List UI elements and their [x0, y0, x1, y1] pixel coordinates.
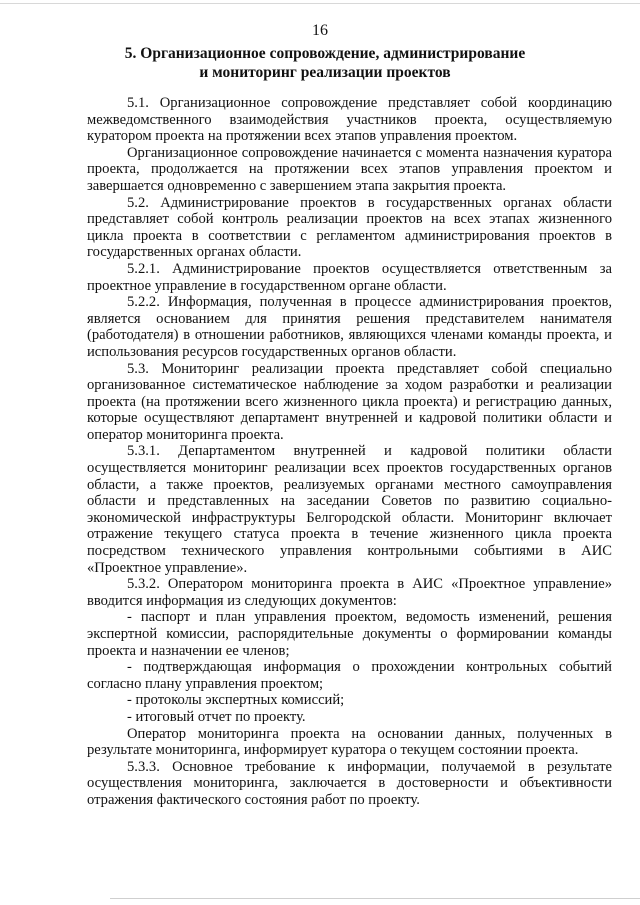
paragraph-5-2-2: 5.2.2. Информация, полученная в процессе администрирования проектов, является основанием для принятия решения представителем нанимателя (работодателя) в отношении работников, являющихся членами команды проекта, и использования ресурсов государственных органов области.: [87, 294, 612, 360]
list-item-confirmation: - подтверждающая информация о прохождении контрольных событий согласно плану управления проектом;: [87, 659, 612, 692]
section-body: [87, 95, 612, 809]
section-heading: [80, 44, 570, 82]
scan-top-edge: [0, 3, 640, 4]
paragraph-5-1: 5.1. Организационное сопровождение представляет собой координацию межведомственного взаимодействия участников проекта, осуществляемую куратором проекта на протяжении всех этапов управления проектом.: [87, 95, 612, 145]
section-heading-line-2: и мониторинг реализации проектов: [199, 64, 451, 81]
paragraph-operator-informs: Оператор мониторинга проекта на основании данных, полученных в результате мониторинга, информирует куратора о текущем состоянии проекта.: [87, 725, 612, 759]
paragraph-5-3-2: 5.3.2. Оператором мониторинга проекта в АИС «Проектное управление» вводится информация из следующих документов:: [87, 576, 612, 609]
scan-bottom-edge: [110, 898, 640, 899]
list-item-protocols: - протоколы экспертных комиссий;: [127, 692, 345, 709]
paragraph-5-3-1: 5.3.1. Департаментом внутренней и кадровой политики области осуществляется мониторинг реализации всех проектов государственных органов области, а также проектов, реализуемых органами местного самоуправления области и представленных на заседании Советов по развитию социально-экономической инфраструктуры Белгородской области. Мониторинг включает отражение текущего статуса проекта в течение жизненного цикла проекта посредством технического управления контрольными событиями в АИС «Проектное управление».: [87, 443, 612, 576]
paragraph-5-3: 5.3. Мониторинг реализации проекта представляет собой специально организованное систематическое наблюдение за ходом разработки и реализации проекта (на протяжении всего жизненного цикла проекта) и регистрацию данных, которые осуществляют департамент внутренней и кадровой политики области и оператор мониторинга проекта.: [87, 360, 612, 443]
paragraph-5-1-continued: Организационное сопровождение начинается с момента назначения куратора проекта, продолжается на протяжении всех этапов управления проектом и завершается одновременно с завершением этапа закрытия проекта.: [87, 144, 612, 194]
paragraph-5-2: 5.2. Администрирование проектов в государственных органах области представляет собой контроль реализации проектов на всех этапах жизненного цикла проекта в соответствии с регламентом администрирования проектов в государственных органах области.: [87, 194, 612, 261]
paragraph-5-3-3: 5.3.3. Основное требование к информации, получаемой в результате осуществления мониторинга, заключается в достоверности и объективности отражения фактического состояния работ по проекту.: [87, 758, 612, 808]
list-item-documents: - паспорт и план управления проектом, ведомость изменений, решения экспертной комиссии, распорядительные документы о формировании команды проекта и назначении ее членов;: [87, 609, 612, 659]
paragraph-5-2-1: 5.2.1. Администрирование проектов осуществляется ответственным за проектное управление в государственном органе области.: [87, 260, 612, 294]
list-item-final-report: - итоговый отчет по проекту.: [127, 708, 306, 725]
page-number: 16: [312, 22, 328, 39]
section-heading-line-1: 5. Организационное сопровождение, администрирование: [124, 45, 526, 62]
